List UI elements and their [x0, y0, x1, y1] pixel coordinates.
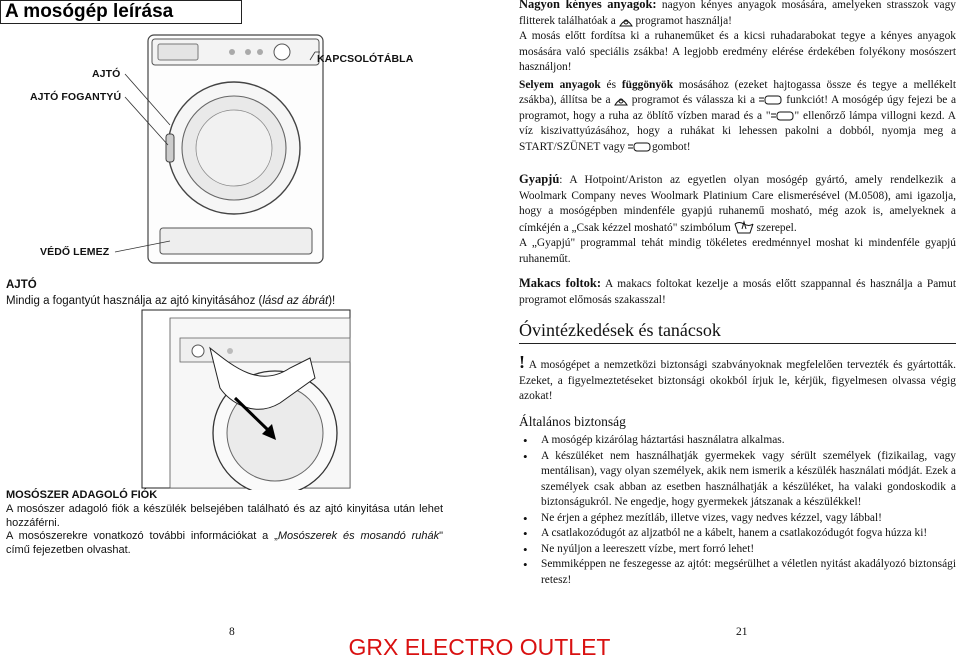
safety-list	[519, 433, 956, 588]
label-door: AJTÓ	[92, 68, 121, 80]
delicate-program-icon	[619, 15, 633, 27]
page-number-right: 21	[736, 626, 748, 638]
kickplate	[160, 228, 312, 254]
silk-paragraph: Selyem anyagok és függönyök mosásához (ezeket hajtogassa össze és tegye a mellékelt zsákba), állítsa be a programot és válassza ki a funkciót! A mosógép úgy fejezi be a programot, hogy a ruha az öblítő vízben marad és a " " ellenőrző lámpa villogni kezd. A víz kiszivattyúzásához, hogy a ruhákat ki lehessen pakolni a dobból, nyomja meg a START/SZÜNET vagy gombot!	[519, 78, 956, 153]
panel-light	[227, 348, 233, 354]
warning-paragraph: ! A mosógépet a nemzetközi biztonsági szabványoknak megfelelően tervezték és gyártották. Ezeket, a figyelmeztetéseket biztonsági okokból írjuk le, kérjük, figyelmesen olvassa végig azokat!	[519, 352, 956, 402]
door-section-title: AJTÓ	[6, 279, 37, 291]
panel-strip	[180, 338, 350, 362]
precautions-title: Óvintézkedések és tanácsok	[519, 320, 956, 344]
label-control-panel: KAPCSOLÓTÁBLA	[317, 53, 414, 65]
drum	[196, 110, 272, 186]
hand-wash-icon	[734, 220, 754, 234]
detergent-section-text2: A mosószerekre vonatkozó további információkat a „Mosószerek és mosandó ruhák" című fejezetben olvashat.	[6, 530, 443, 557]
rinse-hold-button-icon	[628, 141, 652, 153]
detergent-section	[6, 489, 443, 558]
panel-knob	[192, 345, 204, 357]
door-handle	[166, 134, 174, 162]
wool-paragraph-2: A „Gyapjú" programmal tehát mindig tökéletes eredménnyel moshat ki mindenféle gyapjú ruhaneműt.	[519, 237, 956, 265]
door-section-text: Mindig a fogantyút használja az ajtó kinyitásához (lásd az ábrát)!	[6, 294, 336, 307]
delicate-paragraph: Nagyon kényes anyagok: nagyon kényes anyagok mosására, amelyeken strasszok vagy flitterek találhatóak a programot használja!	[519, 0, 956, 27]
label-kickplate: VÉDŐ LEMEZ	[40, 246, 110, 258]
list-item: • A készüléket nem használhatják gyermekek vagy sérült személyek (fizikailag, vagy mentálisan), vagy olyan személyek, akik nem ismerik a készülék használati módját. Ezek a személyek csak abban az esetben használhatják a készüléket, ha valaki gondoskodik a biztonságukról. Ne engedje, hogy gyermekek játszanak a készülékkel!	[519, 449, 956, 511]
door-opening-illustration	[140, 308, 352, 490]
list-item: • Ne érjen a géphez mezítláb, illetve vizes, vagy nedves kézzel, vagy lábbal!	[519, 511, 956, 527]
rinse-hold-lamp-icon	[771, 110, 795, 122]
program-knob	[274, 44, 290, 60]
page-number-left: 8	[229, 626, 235, 638]
wool-section	[519, 172, 956, 267]
warning-section	[519, 352, 956, 405]
warning-mark: !	[519, 352, 525, 372]
list-item: • A csatlakozódugót az aljzatból ne a kábelt, hanem a csatlakozódugót fogva húzza ki!	[519, 526, 956, 542]
stain-paragraph: Makacs foltok: A makacs foltokat kezelje a mosás előtt szappannal és használja a Pamut programot előmosás szakasszal!	[519, 276, 957, 306]
list-item: • A mosógép kizárólag háztartási használatra alkalmas.	[519, 433, 956, 449]
washing-machine-illustration	[20, 30, 490, 270]
wool-paragraph: Gyapjú: A Hotpoint/Ariston az egyetlen olyan mosógép gyártó, amely rendelkezik a Woolmark Company neves Woolmark Platinium Care elismerésével (M.0508), ami igazolja, hogy a mosógépben mindenféle gyapjú ruhanemű mosható, még azok is, amelyeknek a címkéjén a „Csak kézzel mosható" szimbólum szerepel.	[519, 172, 956, 234]
list-item: • Ne nyúljon a leereszett vízbe, mert forró lehet!	[519, 542, 956, 558]
page-title: A mosógép leírása	[5, 1, 174, 22]
list-item: • Semmiképpen ne feszegesse az ajtót: megsérülhet a véletlen nyitást akadályozó biztonsági retesz!	[519, 557, 956, 588]
delicate-program-icon	[614, 94, 628, 106]
general-safety-title: Általános biztonság	[519, 414, 626, 429]
detergent-section-title: MOSÓSZER ADAGOLÓ FIÓK	[6, 489, 158, 501]
footer-brand: GRX ELECTRO OUTLET	[348, 634, 611, 660]
detergent-drawer	[158, 44, 198, 60]
page-heading-box	[0, 0, 242, 24]
stain-section	[519, 276, 956, 308]
rinse-hold-icon	[759, 94, 783, 106]
detergent-section-text1: A mosószer adagoló fiók a készülék belsejében található és az ajtó kinyitása után lehet hozzáférni.	[6, 502, 443, 529]
door-section	[6, 278, 486, 309]
panel-button	[229, 49, 235, 55]
panel-button	[257, 49, 263, 55]
label-door-handle: AJTÓ FOGANTYÚ	[30, 91, 122, 103]
panel-button	[245, 49, 251, 55]
delicate-section	[519, 0, 956, 155]
delicate-paragraph-2: A mosás előtt fordítsa ki a ruhaneműket és a kicsi ruhadarabokat tegye a kényes anyagok mosására való speciális zsákba! A legjobb eredmény elérése érdekében folyékony mosószert használjon!	[519, 30, 956, 73]
